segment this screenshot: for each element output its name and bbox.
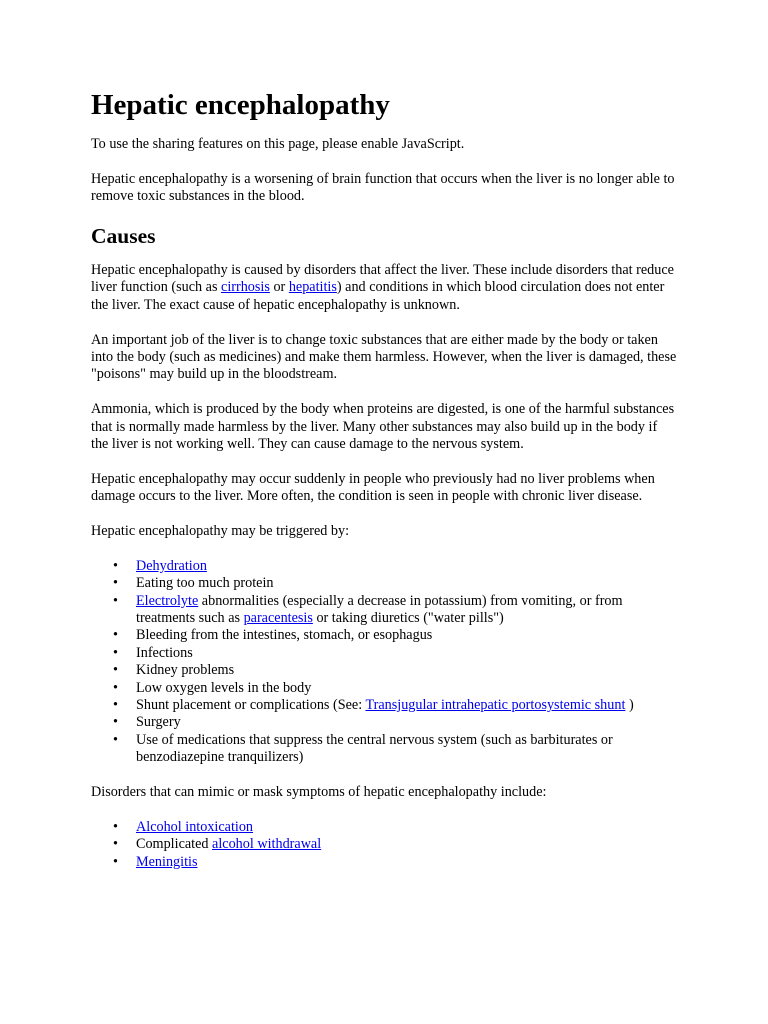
js-notice: To use the sharing features on this page, please enable JavaScript. (91, 136, 465, 152)
bullet-icon: • (113, 853, 118, 870)
page-title: Hepatic encephalopathy (91, 89, 390, 121)
list-item (113, 592, 678, 628)
text-span: ) and conditions in which blood circulation does not enter the liver. The exact cause of hepatic encephalopathy is unknown. (91, 279, 665, 313)
bullet-icon: • (113, 592, 118, 609)
bullet-icon: • (113, 644, 118, 661)
bullet-icon: • (113, 627, 118, 644)
intro-paragraph: Hepatic encephalopathy is a worsening of brain function that occurs when the liver is no longer able to remove toxic substances in the blood. (91, 170, 675, 205)
list-item (113, 818, 678, 836)
bullet-icon: • (113, 697, 118, 714)
list-item (113, 697, 678, 714)
bullet-icon: • (113, 575, 118, 592)
triggers-list (91, 558, 678, 767)
alcohol-intoxication-link[interactable]: Alcohol intoxication (136, 818, 254, 835)
list-item (113, 557, 678, 575)
list-item-text: Low oxygen levels in the body (136, 679, 312, 696)
causes-heading: Causes (91, 224, 156, 248)
bullet-icon: • (113, 714, 118, 731)
list-item (113, 836, 678, 853)
list-item (113, 662, 678, 679)
mimic-intro: Disorders that can mimic or mask symptoms of hepatic encephalopathy include: (91, 784, 547, 801)
list-item (113, 853, 678, 871)
causes-paragraph-1 (91, 262, 678, 314)
triggers-intro: Hepatic encephalopathy may be triggered by: (91, 523, 350, 540)
causes-paragraph-4: Hepatic encephalopathy may occur suddenly in people who previously had no liver problems when damage occurs to the liver. More often, the condition is seen in people with chronic liver disease. (91, 470, 655, 505)
list-item (113, 644, 678, 662)
paracentesis-link[interactable]: paracentesis (243, 610, 313, 627)
list-item-text: Infections (136, 644, 193, 661)
list-item-text: Bleeding from the intestines, stomach, or esophagus (136, 627, 433, 644)
tips-link[interactable]: Transjugular intrahepatic portosystemic shunt (365, 697, 626, 714)
text-span: abnormalities (especially a decrease in potassium) from vomiting, or from treatments such as (136, 592, 623, 627)
list-item-text: Use of medications that suppress the central nervous system (such as barbiturates or benzodiazepine tranquilizers) (136, 731, 613, 766)
electrolyte-link[interactable]: Electrolyte (136, 592, 199, 609)
text-span: or taking diuretics ("water pills") (312, 610, 504, 627)
text-span: Shunt placement or complications (See: (136, 697, 366, 714)
list-item-text: Surgery (136, 714, 181, 731)
list-item-text: Eating too much protein (136, 575, 274, 592)
hepatitis-link[interactable]: hepatitis (288, 279, 337, 296)
text-span: Hepatic encephalopathy is caused by disorders that affect the liver. These include disorders that reduce liver function (such as (91, 262, 674, 296)
text-span: ) (625, 697, 634, 714)
list-item (113, 627, 678, 644)
bullet-icon: • (113, 731, 118, 748)
text-span: Complicated (136, 836, 213, 853)
causes-paragraph-2: An important job of the liver is to change toxic substances that are either made by the body or taken into the body (such as medicines) and make them harmless. However, when the liver is damaged, these "poisons" may build up in the bloodstream. (91, 331, 677, 383)
bullet-icon: • (113, 679, 118, 696)
cirrhosis-link[interactable]: cirrhosis (221, 279, 270, 296)
bullet-icon: • (113, 662, 118, 679)
causes-paragraph-3: Ammonia, which is produced by the body when proteins are digested, is one of the harmful substances that is normally made harmless by the liver. Many other substances may also build up in the body if the liver is not working well. They can cause damage to the nervous system. (91, 401, 675, 453)
bullet-icon: • (113, 836, 118, 853)
dehydration-link[interactable]: Dehydration (136, 557, 207, 574)
bullet-icon: • (113, 818, 118, 835)
bullet-icon: • (113, 557, 118, 574)
list-item (113, 731, 678, 767)
list-item (113, 714, 678, 731)
text-span: or (269, 279, 289, 296)
mimics-list (91, 819, 678, 871)
list-item-text: Kidney problems (136, 662, 235, 679)
meningitis-link[interactable]: Meningitis (136, 853, 198, 870)
list-item (113, 575, 678, 592)
alcohol-withdrawal-link[interactable]: alcohol withdrawal (212, 836, 322, 853)
list-item (113, 679, 678, 697)
